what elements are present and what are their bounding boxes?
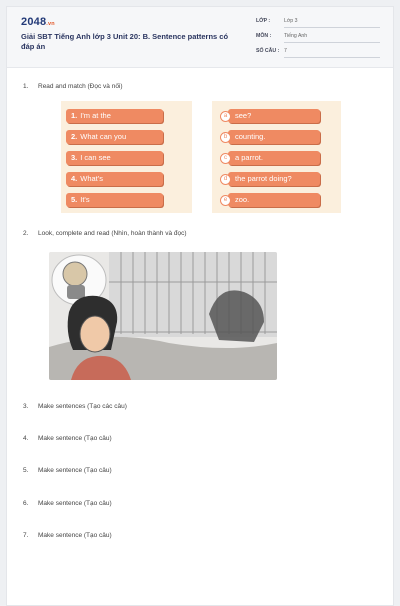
meta-label: LỚP :: [256, 18, 271, 24]
item-text: I can see: [80, 153, 111, 162]
item-text: What can you: [80, 132, 127, 141]
logo-suffix: .vn: [46, 21, 55, 27]
question-6: [23, 500, 112, 507]
option-letter: b: [220, 132, 231, 143]
match-left-item[interactable]: [66, 172, 163, 186]
zoo-illustration: [49, 252, 277, 380]
question-text: Make sentence (Tạo câu): [38, 467, 112, 474]
meta-value: Lớp 3: [284, 18, 380, 28]
match-left-item[interactable]: [66, 151, 163, 165]
question-text: Make sentence (Tạo câu): [38, 532, 112, 539]
item-text: I'm at the: [80, 111, 111, 120]
meta-label: MÔN :: [256, 33, 272, 39]
option-letter: c: [220, 153, 231, 164]
question-number: 7.: [23, 532, 29, 539]
item-number: 3.: [71, 153, 78, 162]
question-text: Make sentences (Tạo các câu): [38, 403, 127, 410]
page-title: Giải SBT Tiếng Anh lớp 3 Unit 20: B. Sentence patterns có đáp án: [21, 32, 229, 51]
question-3: [23, 403, 127, 410]
header: [7, 7, 393, 68]
item-number: 4.: [71, 174, 78, 183]
meta-value: Tiếng Anh: [284, 33, 380, 43]
option-text: the parrot doing?: [235, 174, 292, 183]
match-left-item[interactable]: [66, 109, 163, 123]
question-number: 5.: [23, 467, 29, 474]
question-number: 1.: [23, 83, 29, 90]
zoo-illustration-svg: [49, 252, 277, 380]
question-number: 4.: [23, 435, 29, 442]
logo[interactable]: [21, 16, 55, 28]
question-number: 3.: [23, 403, 29, 410]
match-exercise: [61, 101, 341, 213]
item-text: What's: [80, 174, 103, 183]
item-number: 5.: [71, 195, 78, 204]
match-left-item[interactable]: [66, 130, 163, 144]
item-number: 2.: [71, 132, 78, 141]
question-7: [23, 532, 112, 539]
question-text: Read and match (Đọc và nối): [38, 83, 123, 90]
question-text: Make sentence (Tạo câu): [38, 435, 112, 442]
item-text: It's: [80, 195, 90, 204]
question-5: [23, 467, 112, 474]
option-letter: d: [220, 174, 231, 185]
match-left-item[interactable]: [66, 193, 163, 207]
question-text: Make sentence (Tạo câu): [38, 500, 112, 507]
option-letter: a: [220, 111, 231, 122]
logo-text: 2048: [21, 16, 47, 28]
meta-value: 7: [284, 48, 380, 58]
question-text: Look, complete and read (Nhìn, hoàn thành và đọc): [38, 230, 187, 237]
option-letter: e: [220, 195, 231, 206]
question-number: 6.: [23, 500, 29, 507]
meta-label: SỐ CÂU :: [256, 48, 280, 54]
option-text: see?: [235, 111, 252, 120]
question-4: [23, 435, 112, 442]
question-number: 2.: [23, 230, 29, 237]
option-text: a parrot.: [235, 153, 263, 162]
question-2: [23, 230, 187, 237]
option-text: counting.: [235, 132, 266, 141]
item-number: 1.: [71, 111, 78, 120]
worksheet: [6, 6, 394, 606]
option-text: zoo.: [235, 195, 250, 204]
question-1: [23, 83, 123, 90]
